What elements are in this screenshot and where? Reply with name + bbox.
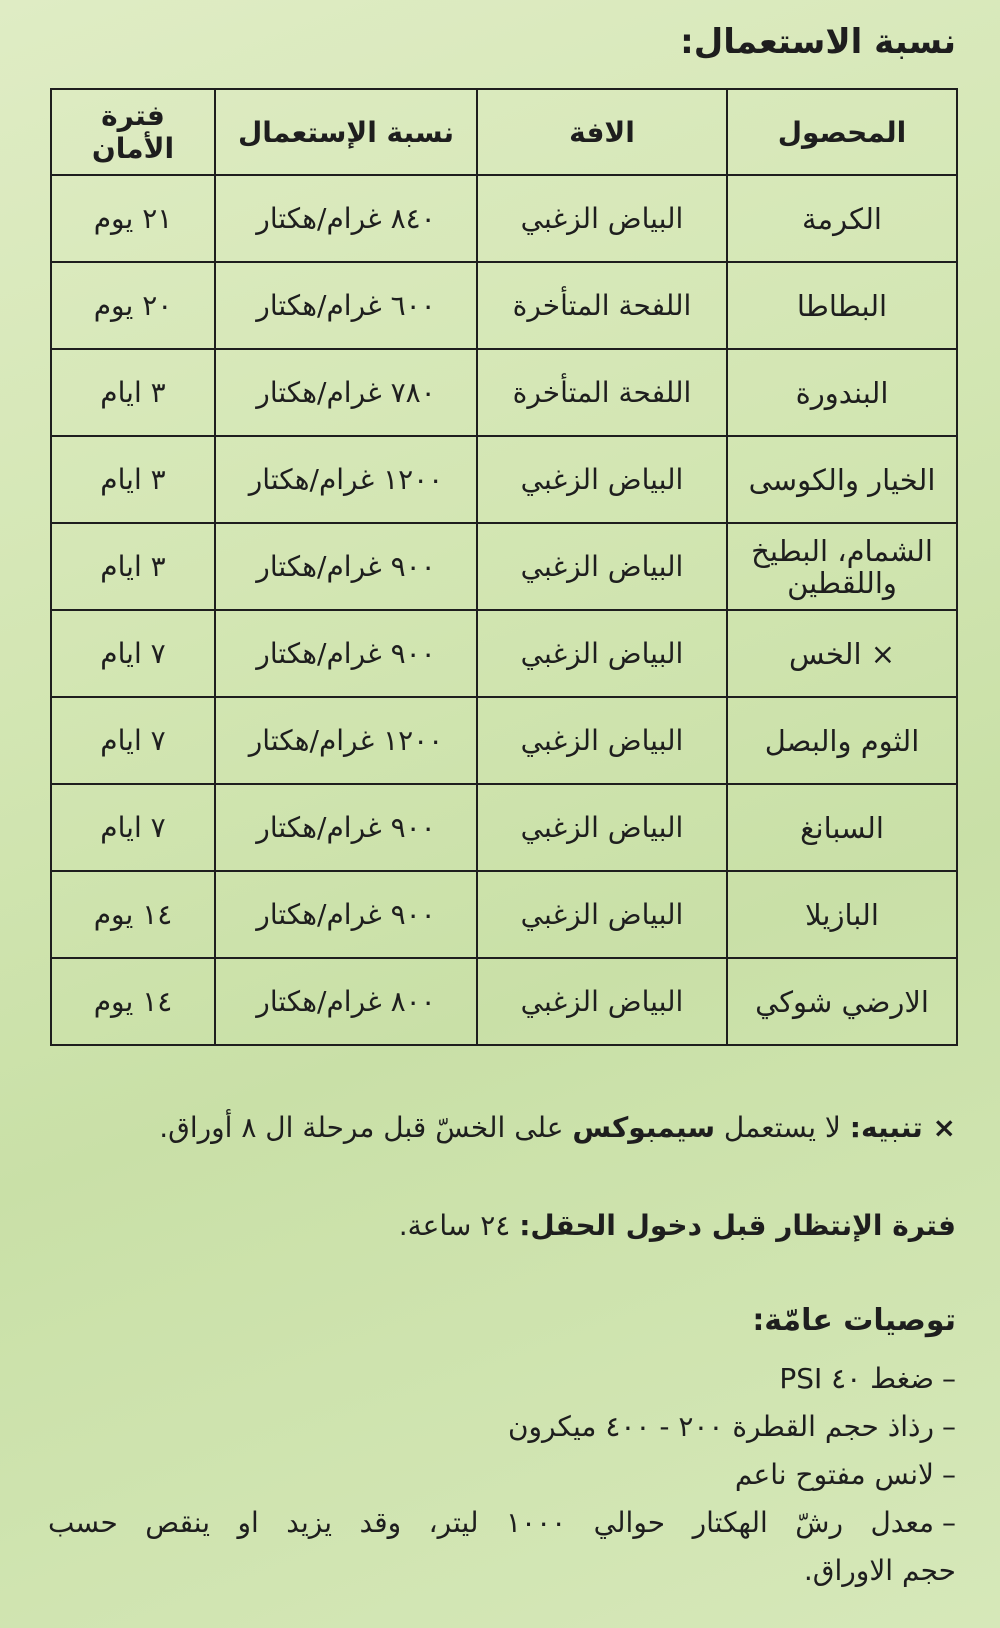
list-item-continuation: [48, 1547, 956, 1595]
list-item-text: معدل رشّ الهكتار حوالي ١٠٠٠ ليتر، وقد يزيد او ينقص حسب: [48, 1506, 934, 1539]
waiting-period-note: [40, 1206, 956, 1246]
cell-crop: البندورة: [727, 349, 957, 436]
recommendations-list: [48, 1355, 956, 1595]
usage-table: [50, 88, 958, 1046]
header-rate: نسبة الإستعمال: [215, 89, 477, 175]
waiting-label: فترة الإنتظار قبل دخول الحقل:: [519, 1209, 956, 1242]
cell-pest: البياض الزغبي: [477, 175, 727, 262]
cell-safety: ٧ ايام: [51, 697, 215, 784]
list-item: [48, 1355, 956, 1403]
cell-crop: × الخس: [727, 610, 957, 697]
cell-crop: البطاطا: [727, 262, 957, 349]
cell-crop: الخيار والكوسى: [727, 436, 957, 523]
cell-safety: ٧ ايام: [51, 784, 215, 871]
cell-rate: ١٢٠٠ غرام/هكتار: [215, 697, 477, 784]
list-item: [48, 1403, 956, 1451]
section-title: نسبة الاستعمال:: [680, 22, 956, 62]
list-item: [48, 1451, 956, 1499]
cell-crop: الثوم والبصل: [727, 697, 957, 784]
cell-rate: ٩٠٠ غرام/هكتار: [215, 784, 477, 871]
cell-rate: ٨٠٠ غرام/هكتار: [215, 958, 477, 1045]
table-row: [51, 262, 957, 349]
table-header-row: [51, 89, 957, 175]
cell-pest: اللفحة المتأخرة: [477, 349, 727, 436]
waiting-value: ٢٤ ساعة.: [398, 1209, 520, 1242]
recommendations-title: توصيات عامّة:: [752, 1303, 956, 1338]
warning-prefix: × تنبيه:: [849, 1111, 956, 1144]
list-item: [48, 1499, 956, 1547]
cell-safety: ٢١ يوم: [51, 175, 215, 262]
cell-rate: ٦٠٠ غرام/هكتار: [215, 262, 477, 349]
cell-pest: البياض الزغبي: [477, 958, 727, 1045]
warning-text-after: على الخسّ قبل مرحلة ال ٨ أوراق.: [159, 1111, 573, 1144]
dash-icon: –: [942, 1458, 956, 1491]
cell-pest: البياض الزغبي: [477, 436, 727, 523]
header-crop: المحصول: [727, 89, 957, 175]
cell-pest: البياض الزغبي: [477, 784, 727, 871]
cell-crop: الارضي شوكي: [727, 958, 957, 1045]
cell-pest: البياض الزغبي: [477, 523, 727, 610]
list-item-text: ضغط ٤٠ PSI: [779, 1362, 934, 1395]
header-safety-period: فترة الأمان: [51, 89, 215, 175]
cell-rate: ٩٠٠ غرام/هكتار: [215, 610, 477, 697]
list-item-text: لانس مفتوح ناعم: [734, 1458, 934, 1491]
cell-safety: ٣ ايام: [51, 436, 215, 523]
dash-icon: –: [942, 1410, 956, 1443]
header-pest: الافة: [477, 89, 727, 175]
table-row: [51, 784, 957, 871]
cell-crop: السبانغ: [727, 784, 957, 871]
cell-safety: ١٤ يوم: [51, 958, 215, 1045]
cell-safety: ١٤ يوم: [51, 871, 215, 958]
table-row: [51, 349, 957, 436]
cell-pest: البياض الزغبي: [477, 697, 727, 784]
warning-note: [40, 1108, 956, 1148]
table-row: [51, 175, 957, 262]
warning-text-before: لا يستعمل: [715, 1111, 850, 1144]
warning-product: سيمبوكس: [572, 1111, 715, 1144]
cell-safety: ٢٠ يوم: [51, 262, 215, 349]
cell-pest: البياض الزغبي: [477, 610, 727, 697]
cell-rate: ١٢٠٠ غرام/هكتار: [215, 436, 477, 523]
dash-icon: –: [942, 1506, 956, 1539]
cell-rate: ٩٠٠ غرام/هكتار: [215, 523, 477, 610]
cell-pest: اللفحة المتأخرة: [477, 262, 727, 349]
cell-rate: ٨٤٠ غرام/هكتار: [215, 175, 477, 262]
table-row: [51, 436, 957, 523]
cell-crop: البازيلا: [727, 871, 957, 958]
table-row: [51, 697, 957, 784]
table-row: [51, 610, 957, 697]
cell-rate: ٧٨٠ غرام/هكتار: [215, 349, 477, 436]
list-item-text: حجم الاوراق.: [803, 1554, 956, 1587]
cell-safety: ٣ ايام: [51, 349, 215, 436]
cell-crop: الكرمة: [727, 175, 957, 262]
cell-pest: البياض الزغبي: [477, 871, 727, 958]
dash-icon: –: [942, 1362, 956, 1395]
table-row: [51, 958, 957, 1045]
cell-safety: ٧ ايام: [51, 610, 215, 697]
list-item-text: رذاذ حجم القطرة ٢٠٠ - ٤٠٠ ميكرون: [507, 1410, 934, 1443]
cell-rate: ٩٠٠ غرام/هكتار: [215, 871, 477, 958]
cell-safety: ٣ ايام: [51, 523, 215, 610]
cell-crop: الشمام، البطيخ واللقطين: [727, 523, 957, 610]
table-row: [51, 523, 957, 610]
table-row: [51, 871, 957, 958]
